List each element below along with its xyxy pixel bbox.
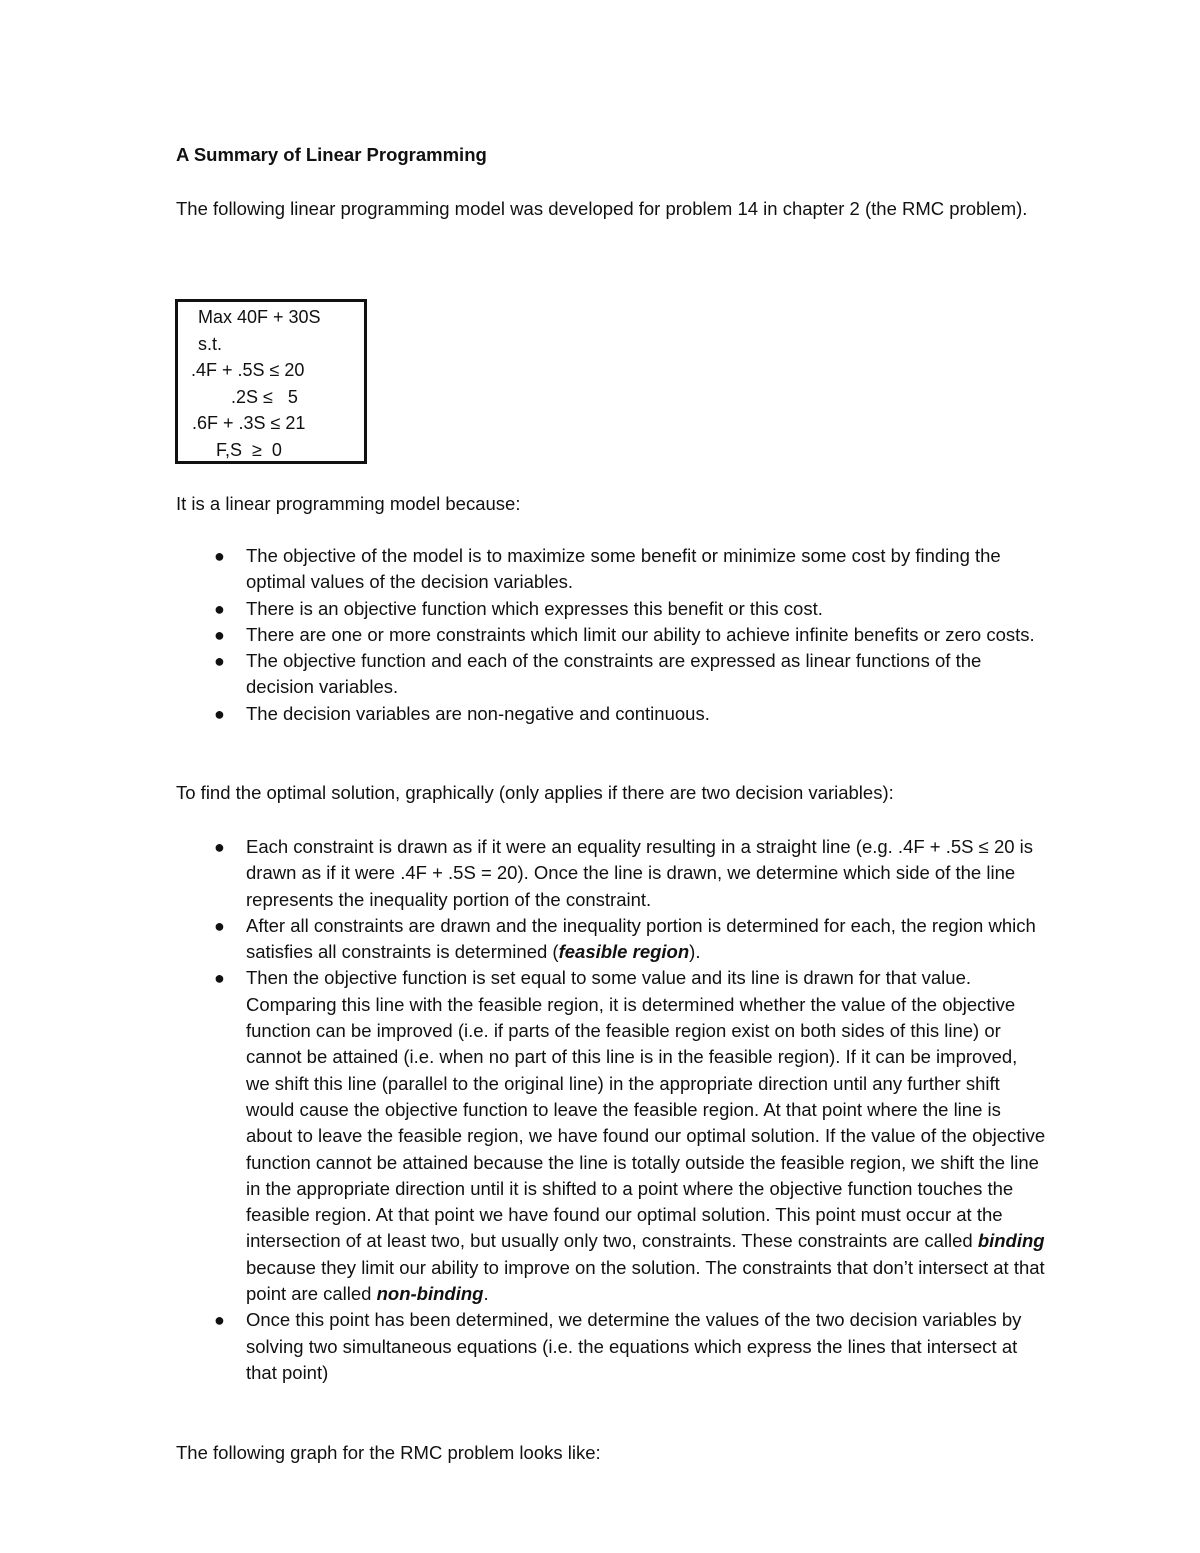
intro-paragraph: The following linear programming model was developed for problem 14 in chapter 2 (the RMC problem). xyxy=(176,198,1028,219)
list-item: ● There are one or more constraints which limit our ability to achieve infinite benefits or zero costs. xyxy=(176,622,1046,648)
bullet-icon: ● xyxy=(214,624,225,645)
graph-steps-list xyxy=(176,834,1046,1386)
bullet-icon: ● xyxy=(214,598,225,619)
document-title: A Summary of Linear Programming xyxy=(176,144,487,165)
model-objective: Max 40F + 30S xyxy=(198,307,321,327)
bullet-icon: ● xyxy=(214,915,225,936)
closing-line: The following graph for the RMC problem looks like: xyxy=(176,1442,601,1463)
model-constraint-2: .2S ≤ 5 xyxy=(231,387,298,407)
feasible-region-term: feasible region xyxy=(558,941,690,963)
list-item: ● The objective of the model is to maximize some benefit or minimize some cost by finding the optimal values of the decision variables. xyxy=(214,545,1001,593)
graph-heading: To find the optimal solution, graphically (only applies if there are two decision variables): xyxy=(176,782,894,803)
list-item: ● Then the objective function is set equal to some value and its line is drawn for that value. Comparing this line with the feasible region, it is determined whether the value of the objective function can be improved (i.e. if parts of the feasible region exist on both sides of this line) or cannot be attained (i.e. when no part of this line is in the feasible region). If it can be improved, we shift this line (parallel to the original line) in the appropriate direction until any further shift would cause the objective function to leave the feasible region. At that point where the line is about to leave the feasible region, we have found our optimal solution. If the value of the objective function cannot be attained because the line is totally outside the feasible region, we shift the line in the appropriate direction until it is shifted to a point where the objective function touches the feasible region. At that point we have found our optimal solution. This point must occur at the intersection of at least two, but usually only two, constraints. These constraints are called binding because they limit our ability to improve on the solution. The constraints that don’t intersect at that point are called non-binding. xyxy=(214,967,1046,1305)
bullet-icon: ● xyxy=(214,837,225,857)
bullet-icon: ● xyxy=(214,651,225,672)
bullet-icon: ● xyxy=(214,546,225,566)
list-item: ● Once this point has been determined, we determine the values of the two decision variables by solving two simultaneous equations (i.e. the equations which express the lines that intersect at that point) xyxy=(214,1309,1022,1383)
list-item: ● The decision variables are non-negative and continuous. xyxy=(176,701,1046,727)
binding-term: binding xyxy=(977,1230,1045,1252)
list-item: ● After all constraints are drawn and the inequality portion is determined for each, the region which satisfies all constraints is determined (feasible region). xyxy=(214,914,1036,963)
list-item: ● The objective function and each of the constraints are expressed as linear functions of the decision variables. xyxy=(214,650,982,698)
non-binding-term: non-binding xyxy=(376,1283,484,1305)
list-item: ● Each constraint is drawn as if it were an equality resulting in a straight line (e.g. .4F + .5S ≤ 20 is drawn as if it were .4F + .5S = 20). Once the line is drawn, we determine which side of the line represents the inequality portion of the constraint. xyxy=(214,836,1034,910)
bullet-icon: ● xyxy=(214,1310,225,1331)
model-constraint-1: .4F + .5S ≤ 20 xyxy=(191,360,305,380)
why-list xyxy=(176,543,1046,727)
bullet-icon: ● xyxy=(214,968,225,989)
lp-model-box xyxy=(175,299,367,464)
bullet-icon: ● xyxy=(214,703,225,724)
model-constraint-3: .6F + .3S ≤ 21 xyxy=(192,413,306,433)
model-st: s.t. xyxy=(198,334,223,354)
model-nonnegativity: F,S ≥ 0 xyxy=(216,440,282,460)
why-heading: It is a linear programming model because: xyxy=(176,493,521,514)
list-item: ● There is an objective function which expresses this benefit or this cost. xyxy=(176,596,1046,622)
